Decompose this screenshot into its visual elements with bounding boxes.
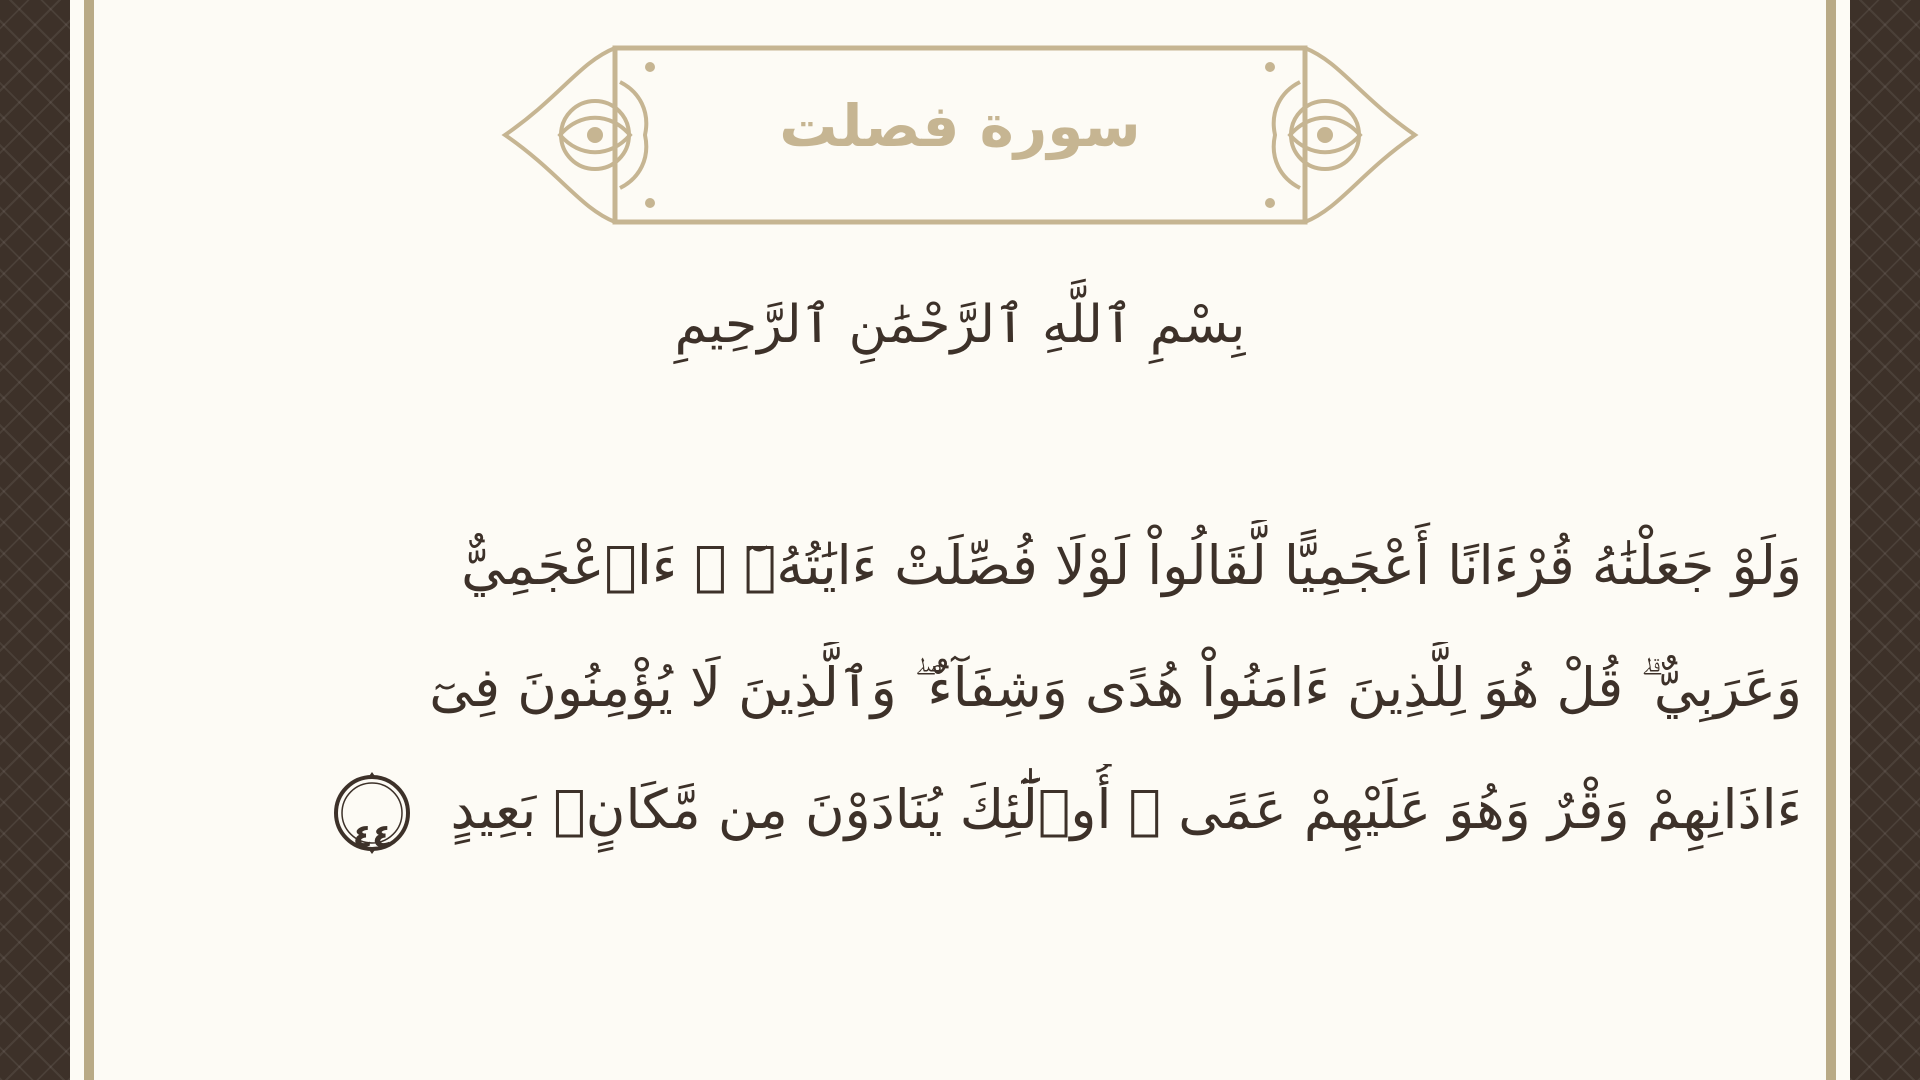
- ayah-number: ٤٤: [352, 817, 392, 856]
- surah-header-frame: [500, 42, 1420, 228]
- verse-text: [210, 520, 1802, 886]
- right-gold-rule: [1826, 0, 1836, 1080]
- left-gold-rule: [84, 0, 94, 1080]
- verse-line-3: ءَاذَانِهِمْ وَقْرٌ وَهُوَ عَلَيْهِمْ عَمًى ۚ أُو۟لَٰٓئِكَ يُنَادَوْنَ مِن مَّكَانٍۭ بَعِيدٍ: [450, 778, 1802, 841]
- left-ornamental-border: [0, 0, 70, 1080]
- verse-line-1: وَلَوْ جَعَلْنَٰهُ قُرْءَانًا أَعْجَمِيًّا لَّقَالُواْ لَوْلَا فُصِّلَتْ ءَايَٰتُهُۥٓ ۖ ءَا۬عْجَمِيٌّ: [461, 534, 1802, 597]
- right-ornamental-border: [1850, 0, 1920, 1080]
- basmala: بِسْمِ ٱللَّهِ ٱلرَّحْمَٰنِ ٱلرَّحِيمِ: [674, 295, 1246, 355]
- surah-title: سورة فصلت: [779, 92, 1141, 160]
- ayah-number-marker: [329, 770, 415, 856]
- verse-line-3-container: [210, 764, 1802, 886]
- verse-line-2: وَعَرَبِيٌّ ۗ قُلْ هُوَ لِلَّذِينَ ءَامَنُواْ هُدًى وَشِفَآءٌ ۖ وَٱلَّذِينَ لَا يُؤْمِنُونَ فِىٓ: [429, 656, 1802, 719]
